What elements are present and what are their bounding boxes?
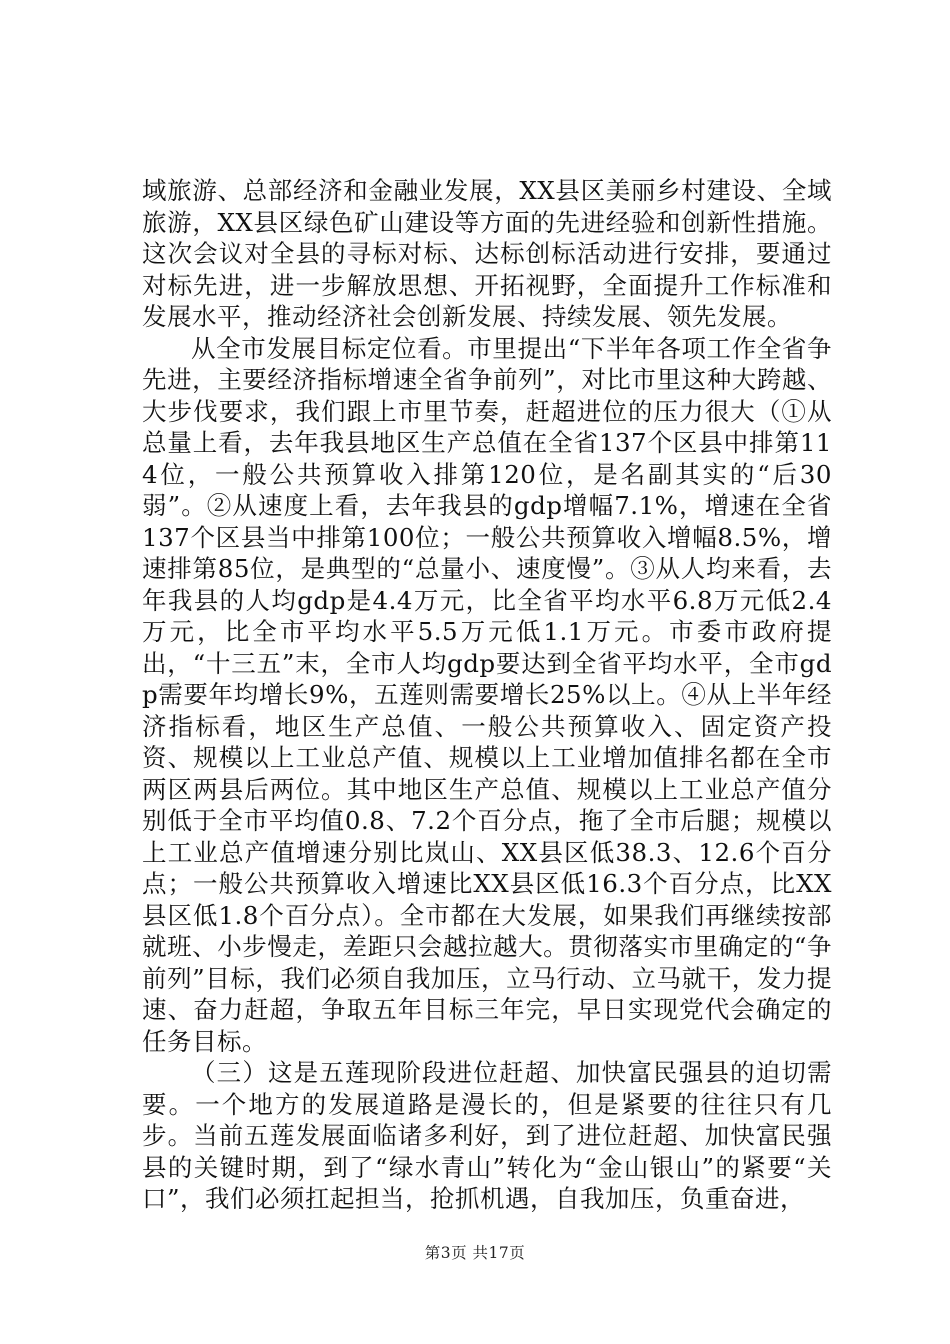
page-number-footer: 第3页 共17页 [424, 1244, 526, 1262]
paragraph-continuation: 域旅游、总部经济和金融业发展，XX县区美丽乡村建设、全域旅游，XX县区绿色矿山建设等方面的先进经验和创新性措施。这次会议对全县的寻标对标、达标创标活动进行安排，要通过对标先进，进一步解放思想、开拓视野，全面提升工作标准和发展水平，推动经济社会创新发展、持续发展、领先发展。 [142, 176, 832, 331]
paragraph-section-three: （三）这是五莲现阶段进位赶超、加快富民强县的迫切需要。一个地方的发展道路是漫长的，但是紧要的往往只有几步。当前五莲发展面临诸多利好，到了进位赶超、加快富民强县的关键时期，到了“绿水青山”转化为“金山银山”的紧要“关口”，我们必须扛起担当，抢抓机遇，自我加压，负重奋进， [142, 1058, 832, 1213]
paragraph-city-target: 从全市发展目标定位看。市里提出“下半年各项工作全省争先进，主要经济指标增速全省争前列”，对比市里这种大跨越、大步伐要求，我们跟上市里节奏，赶超进位的压力很大（①从总量上看，去年我县地区生产总值在全省137个区县中排第114位，一般公共预算收入排第120位，是名副其实的“后30弱”。②从速度上看，去年我县的gdp增幅7.1%，增速在全省137个区县当中排第100位；一般公共预算收入增幅8.5%，增速排第85位，是典型的“总量小、速度慢”。③从人均来看，去年我县的人均gdp是4.4万元，比全省平均水平6.8万元低2.4万元，比全市平均水平5.5万元低1.1万元。市委市政府提出，“十三五”末，全市人均gdp要达到全省平均水平，全市gdp需要年均增长9%，五莲则需要增长25%以上。④从上半年经济指标看，地区生产总值、一般公共预算收入、固定资产投资、规模以上工业总产值、规模以上工业增加值排名都在全市两区两县后两位。其中地区生产总值、规模以上工业总产值分别低于全市平均值0.8、7.2个百分点，拖了全市后腿；规模以上工业总产值增速分别比岚山、XX县区低38.3、12.6个百分点；一般公共预算收入增速比XX县区低16.3个百分点，比XX县区低1.8个百分点）。全市都在大发展，如果我们再继续按部就班、小步慢走，差距只会越拉越大。贯彻落实市里确定的“争前列”目标，我们必须自我加压，立马行动、立马就干，发力提速、奋力赶超，争取五年目标三年完，早日实现党代会确定的任务目标。 [142, 333, 832, 1056]
document-body [142, 175, 832, 1215]
